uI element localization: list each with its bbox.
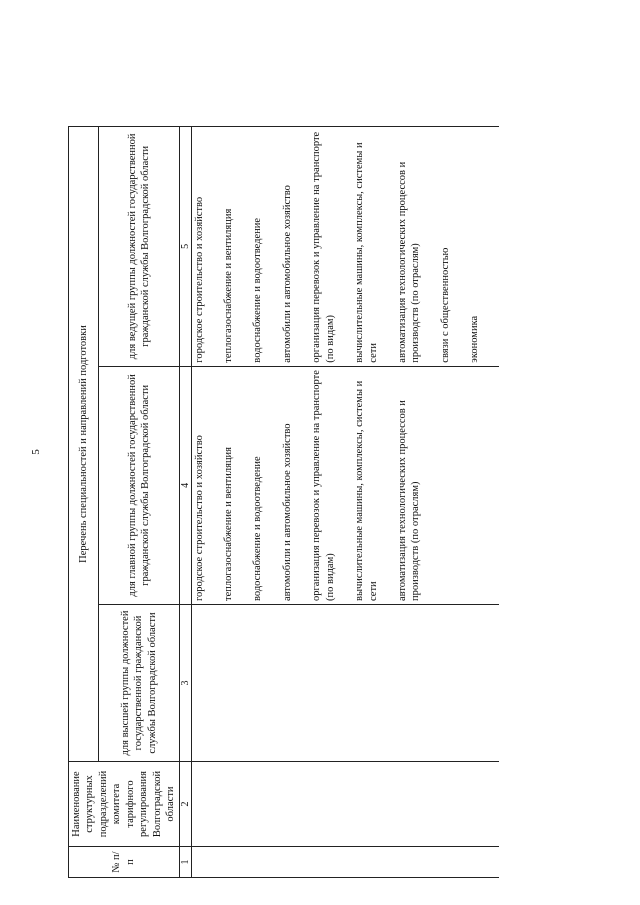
highest-group-cell	[191, 605, 499, 762]
column-number: 1	[179, 847, 191, 878]
header-number: № п/п	[69, 847, 180, 878]
main-item: организация перевозок и управление на транспорте (по видам)	[311, 370, 336, 601]
main-group-cell	[191, 366, 499, 604]
column-number-row	[179, 127, 191, 878]
main-item: вычислительные машины, комплексы, системы и сети	[354, 380, 379, 601]
header-row-1	[69, 127, 99, 878]
column-number: 5	[179, 127, 191, 367]
header-department-name: Наименование структурных подразделений комитета тарифного регулирования Волгоградской области	[69, 762, 180, 847]
main-item: автомобили и автомобильное хозяйство	[281, 423, 293, 601]
department-cell	[191, 762, 499, 847]
header-group-title: Перечень специальностей и направлений подготовки	[69, 127, 99, 762]
number-cell	[191, 847, 499, 878]
leading-item: организация перевозок и управление на транспорте (по видам)	[311, 131, 336, 363]
leading-item: теплогазоснабжение и вентиляция	[222, 208, 234, 363]
leading-group-cell	[191, 127, 499, 367]
leading-item: городское строительство и хозяйство	[193, 196, 205, 363]
column-number: 4	[179, 366, 191, 604]
main-item: городское строительство и хозяйство	[193, 435, 205, 601]
specialties-table	[68, 126, 499, 878]
leading-item: автоматизация технологических процессов и производств (по отраслям)	[397, 161, 422, 363]
main-item: водоснабжение и водоотведение	[252, 456, 264, 601]
leading-item: вычислительные машины, комплексы, системы и сети	[354, 142, 379, 363]
rotated-table-container	[68, 126, 586, 878]
main-item: автоматизация технологических процессов и производств (по отраслям)	[397, 400, 422, 601]
leading-item: водоснабжение и водоотведение	[252, 217, 264, 363]
page-number: 5	[29, 449, 42, 455]
column-number: 3	[179, 605, 191, 762]
column-number: 2	[179, 762, 191, 847]
table-body-row	[191, 127, 499, 878]
header-highest-group: для высшей группы должностей государственной гражданской службы Волгоградской области	[99, 605, 179, 762]
leading-item: экономика	[469, 315, 481, 363]
header-main-group: для главной группы должностей государственной гражданской службы Волгоградской области	[99, 366, 179, 604]
leading-item: связи с общественностью	[439, 247, 451, 363]
header-leading-group: для ведущей группы должностей государственной гражданской службы Волгоградской области	[99, 127, 179, 367]
leading-item: автомобили и автомобильное хозяйство	[281, 185, 293, 363]
main-item: теплогазоснабжение и вентиляция	[222, 446, 234, 601]
